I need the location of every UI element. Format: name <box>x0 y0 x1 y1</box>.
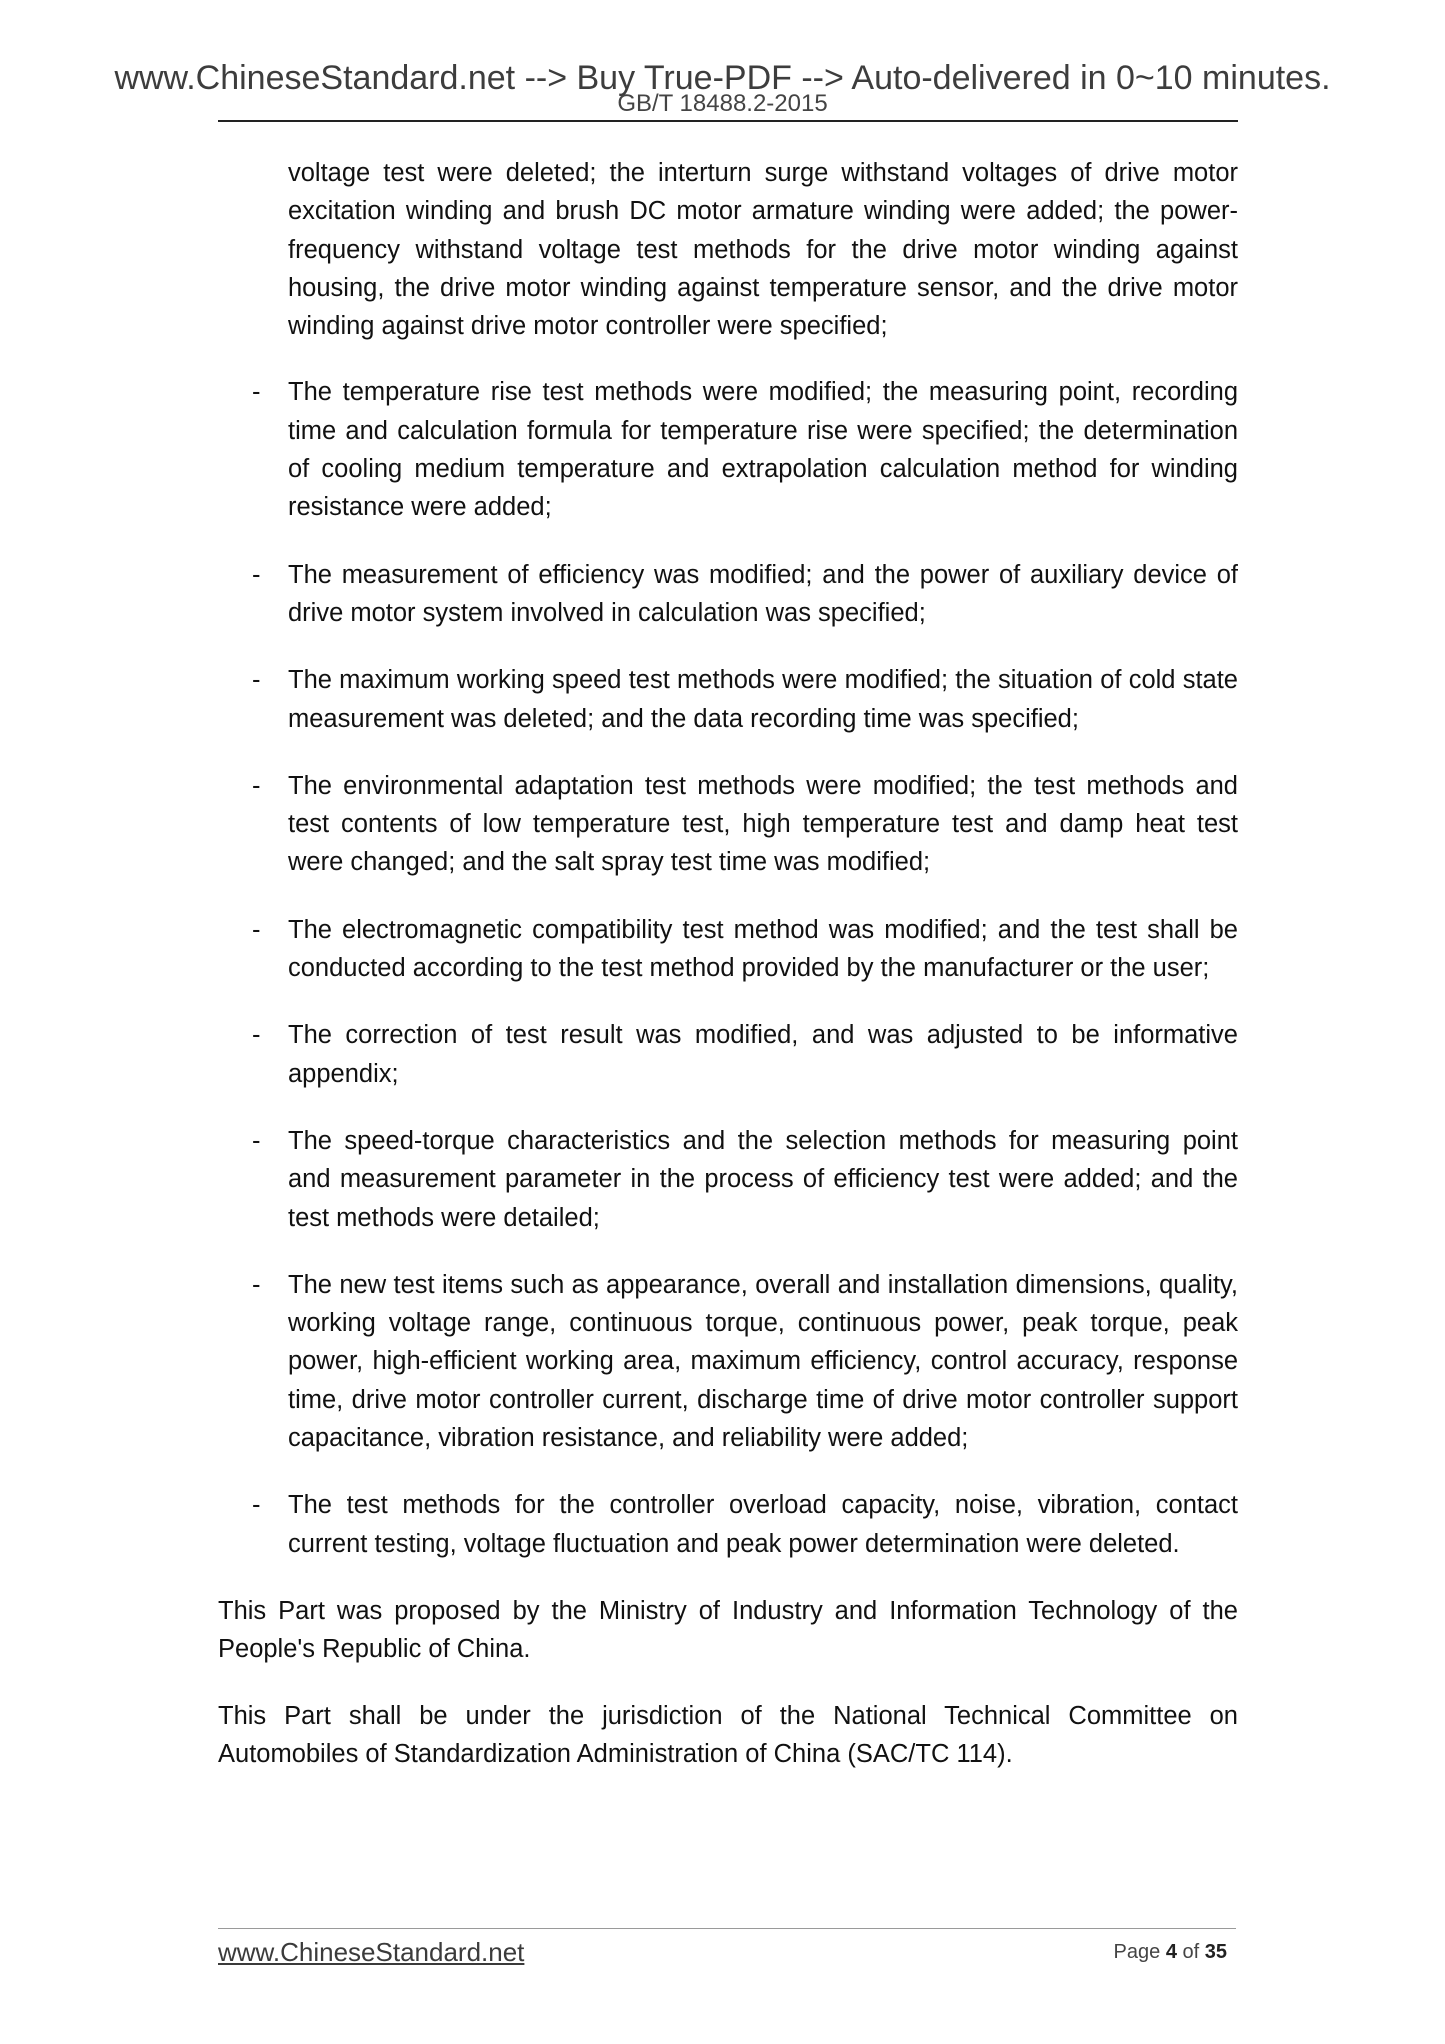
continued-list-item: voltage test were deleted; the interturn surge withstand voltages of drive motor excitation winding and brush DC motor armature winding were added; the power-frequency withstand voltage test methods for the drive motor winding against housing, the drive motor winding against temperature sensor, and the drive motor winding against drive motor controller were specified; <box>288 159 1238 341</box>
list-dash: - <box>252 915 261 944</box>
page-label: Page <box>1113 1941 1161 1963</box>
header-divider <box>218 120 1238 122</box>
list-item <box>218 661 1238 738</box>
list-item <box>218 556 1238 633</box>
list-dash: - <box>252 1491 261 1520</box>
list-item <box>218 373 1238 526</box>
list-item <box>218 1266 1238 1457</box>
page-total: 35 <box>1204 1941 1227 1963</box>
list-item-text: The measurement of efficiency was modified; and the power of auxiliary device of drive motor system involved in calculation was specified; <box>288 560 1238 627</box>
site-banner: www.ChineseStandard.net --> Buy True-PDF --> Auto-delivered in 0~10 minutes. <box>114 59 1331 97</box>
list-item-text: The test methods for the controller overload capacity, noise, vibration, contact current testing, voltage fluctuation and peak power determination were deleted. <box>288 1491 1238 1558</box>
list-dash: - <box>252 666 261 695</box>
list-dash: - <box>252 771 261 800</box>
page-current: 4 <box>1165 1941 1177 1963</box>
list-dash: - <box>252 1021 261 1050</box>
list-item <box>218 1122 1238 1237</box>
footer-site-link[interactable]: www.ChineseStandard.net <box>218 1937 525 1967</box>
page-indicator <box>1114 1941 1227 1964</box>
jurisdiction-paragraph: This Part shall be under the jurisdiction of the National Technical Committee on Automobiles of Standardization Administration of China (SAC/TC 114). <box>218 1701 1238 1768</box>
list-dash: - <box>252 1270 261 1299</box>
list-item-text: The electromagnetic compatibility test method was modified; and the test shall be conducted according to the test method provided by the manufacturer or the user; <box>288 915 1238 983</box>
list-item-text: The speed-torque characteristics and the selection methods for measuring point and measurement parameter in the process of efficiency test were added; and the test methods were detailed; <box>288 1126 1238 1232</box>
list-item-text: The correction of test result was modified, and was adjusted to be informative appendix; <box>288 1021 1238 1088</box>
standard-number: GB/T 18488.2-2015 <box>617 90 828 117</box>
list-dash: - <box>252 560 261 589</box>
list-item <box>218 767 1238 882</box>
list-item-text: The environmental adaptation test methods were modified; the test methods and test contents of low temperature test, high temperature test and damp heat test were changed; and the salt spray test time was modified; <box>288 771 1238 877</box>
list-item <box>218 1486 1238 1563</box>
footer-divider <box>218 1928 1236 1929</box>
proposal-paragraph: This Part was proposed by the Ministry of Industry and Information Technology of the People's Republic of China. <box>218 1596 1238 1664</box>
list-item <box>218 911 1238 988</box>
list-item <box>218 1016 1238 1093</box>
list-item-text: The maximum working speed test methods were modified; the situation of cold state measurement was deleted; and the data recording time was specified; <box>288 666 1238 733</box>
list-item-text: The temperature rise test methods were modified; the measuring point, recording time and calculation formula for temperature rise were specified; the determination of cooling medium temperature and extrapolation calculation method for winding resistance were added; <box>288 378 1238 522</box>
page-of: of <box>1182 1941 1200 1963</box>
list-item-text: The new test items such as appearance, overall and installation dimensions, quality, working voltage range, continuous torque, continuous power, peak torque, peak power, high-efficient working area, maximum efficiency, control accuracy, response time, drive motor controller current, discharge time of drive motor controller support capacitance, vibration resistance, and reliability were added; <box>288 1270 1238 1453</box>
list-dash: - <box>252 1126 261 1155</box>
document-body <box>218 154 1238 1801</box>
list-dash: - <box>252 378 261 407</box>
